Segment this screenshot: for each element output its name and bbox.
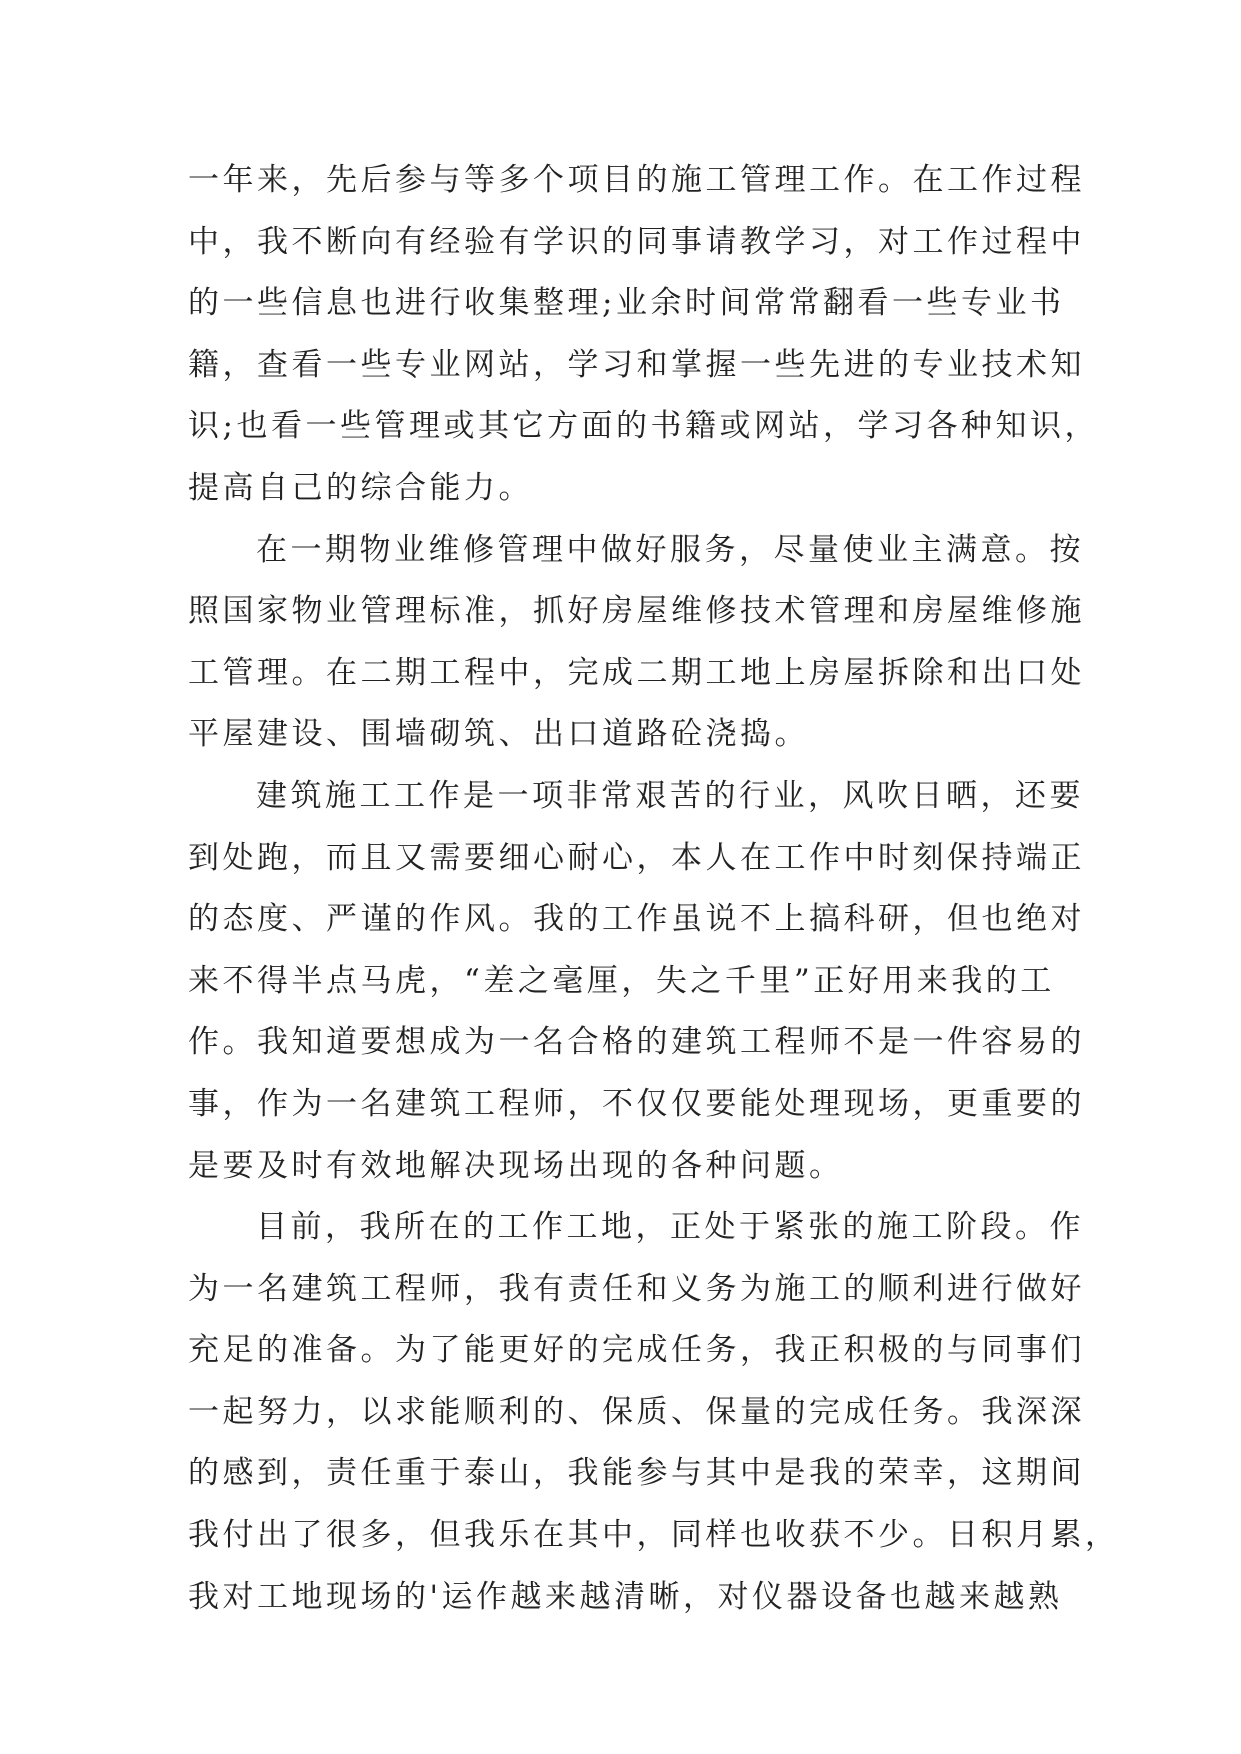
paragraph-line: 籍，查看一些专业网站，学习和掌握一些先进的专业技术知 [188,346,1085,383]
paragraph-line: 在一期物业维修管理中做好服务，尽量使业主满意。按 [256,531,1084,568]
paragraph-line: 目前，我所在的工作工地，正处于紧张的施工阶段。作 [256,1209,1084,1246]
paragraph-line: 事，作为一名建筑工程师，不仅仅要能处理现场，更重要的 [188,1085,1085,1122]
paragraph-line: 是要及时有效地解决现场出现的各种问题。 [188,1147,844,1184]
document-body [188,150,1120,1628]
paragraph-line: 的感到，责任重于泰山，我能参与其中是我的荣幸，这期间 [188,1455,1085,1492]
paragraph-line: 我付出了很多，但我乐在其中，同样也收获不少。日积月累， [188,1517,1120,1554]
paragraph-line: 来不得半点马虎，“差之毫厘，失之千里”正好用来我的工 [188,962,1055,999]
paragraph-1 [188,150,1099,520]
paragraph-line: 的一些信息也进行收集整理;业余时间常常翻看一些专业书 [188,285,1065,322]
paragraph-line: 我对工地现场的'运作越来越清晰，对仪器设备也越来越熟 [188,1578,1063,1615]
paragraph-line: 平屋建设、围墙砌筑、出口道路砼浇捣。 [188,716,809,753]
paragraph-line: 到处跑，而且又需要细心耐心，本人在工作中时刻保持端正 [188,839,1085,876]
paragraph-4 [188,1197,1120,1628]
paragraph-line: 作。我知道要想成为一名合格的建筑工程师不是一件容易的 [188,1024,1085,1061]
paragraph-line: 的态度、严谨的作风。我的工作虽说不上搞科研，但也绝对 [188,901,1085,938]
paragraph-line: 识;也看一些管理或其它方面的书籍或网站，学习各种知识， [188,408,1099,445]
paragraph-line: 中，我不断向有经验有学识的同事请教学习，对工作过程中 [188,223,1085,260]
paragraph-line: 一年来，先后参与等多个项目的施工管理工作。在工作过程 [188,162,1085,198]
paragraph-2 [188,520,1085,766]
paragraph-line: 为一名建筑工程师，我有责任和义务为施工的顺利进行做好 [188,1270,1085,1307]
paragraph-line: 建筑施工工作是一项非常艰苦的行业，风吹日晒，还要 [256,777,1084,814]
paragraph-line: 提高自己的综合能力。 [188,469,533,506]
paragraph-line: 工管理。在二期工程中，完成二期工地上房屋拆除和出口处 [188,654,1085,691]
paragraph-line: 一起努力，以求能顺利的、保质、保量的完成任务。我深深 [188,1393,1085,1430]
paragraph-3 [188,766,1085,1197]
paragraph-line: 照国家物业管理标准，抓好房屋维修技术管理和房屋维修施 [188,593,1085,630]
paragraph-line: 充足的准备。为了能更好的完成任务，我正积极的与同事们 [188,1332,1085,1369]
